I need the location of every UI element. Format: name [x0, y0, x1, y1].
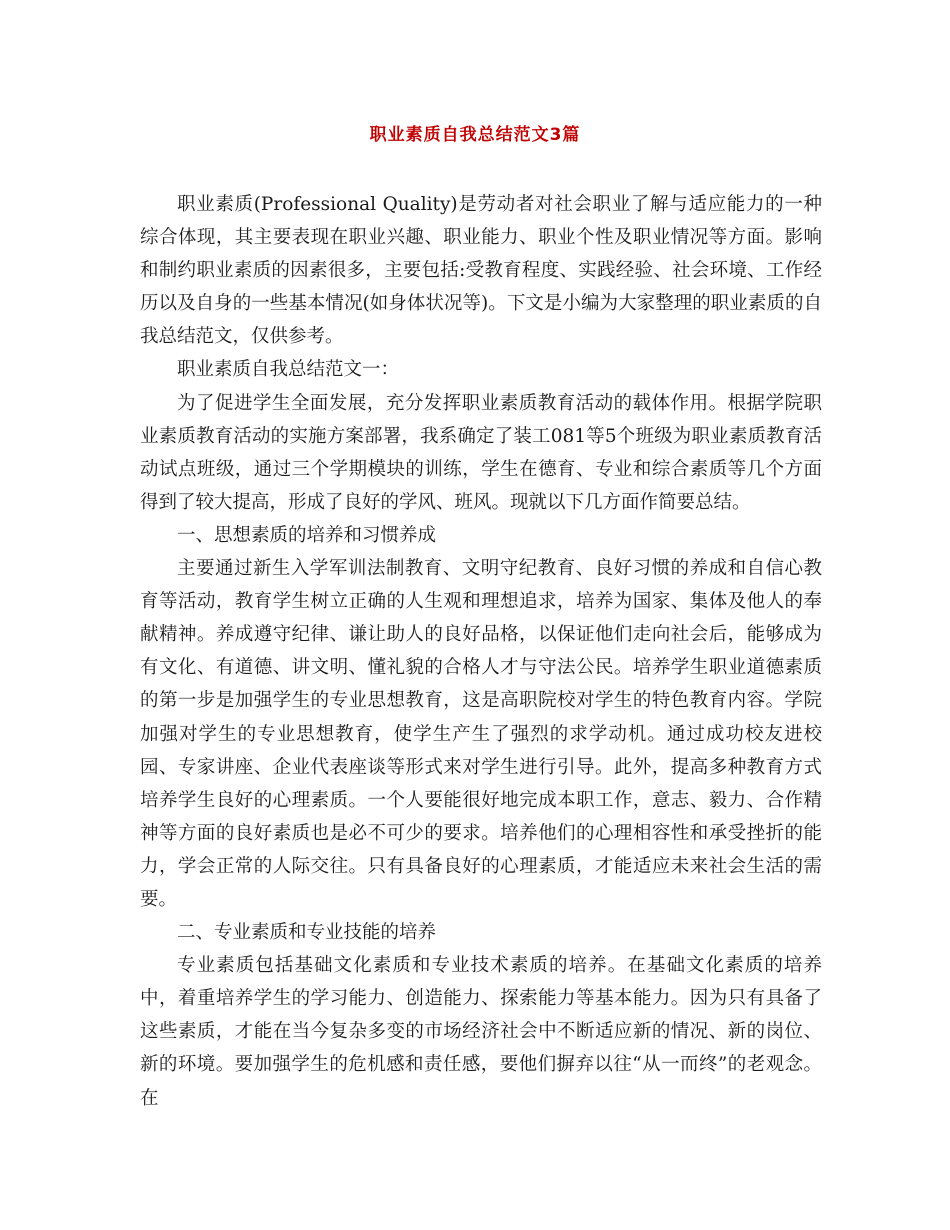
section-heading-thought-quality: 一、思想素质的培养和习惯养成: [177, 524, 437, 546]
paragraph-thought-quality: 主要通过新生入学军训法制教育、文明守纪教育、良好习惯的养成和自信心教育等活动，教育学生树立正确的人生观和理想追求，培养为国家、集体及他人的奉献精神。养成遵守纪律、谦让助人的良好品格，以保证他们走向社会后，能够成为有文化、有道德、讲文明、懂礼貌的合格人才与守法公民。培养学生职业道德素质的第一步是加强学生的专业思想教育，这是高职院校对学生的特色教育内容。学院加强对学生的专业思想教育，使学生产生了强烈的求学动机。通过成功校友进校园、专家讲座、企业代表座谈等形式来对学生进行引导。此外，提高多种教育方式培养学生良好的心理素质。一个人要能很好地完成本职工作，意志、毅力、合作精神等方面的良好素质也是必不可少的要求。培养他们的心理相容性和承受挫折的能力，学会正常的人际交往。只有具备良好的心理素质，才能适应未来社会生活的需要。: [140, 558, 822, 910]
paragraph-intro: 职业素质(Professional Quality)是劳动者对社会职业了解与适应能力的一种综合体现，其主要表现在职业兴趣、职业能力、职业个性及职业情况等方面。影响和制约职业素质的因素很多，主要包括:受教育程度、实践经验、社会环境、工作经历以及自身的一些基本情况(如身体状况等)。下文是小编为大家整理的职业素质的自我总结范文，仅供参考。: [140, 194, 822, 348]
paragraph-heading-sample-one: 职业素质自我总结范文一：: [177, 359, 400, 381]
paragraph-professional-skills: 专业素质包括基础文化素质和专业技术素质的培养。在基础文化素质的培养中，着重培养学生的学习能力、创造能力、探索能力等基本能力。因为只有具备了这些素质，才能在当今复杂多变的市场经济社会中不断适应新的情况、新的岗位、新的环境。要加强学生的危机感和责任感，要他们摒弃以往“从一而终”的老观念。在: [140, 955, 822, 1109]
paragraph-sample-one-intro: 为了促进学生全面发展，充分发挥职业素质教育活动的载体作用。根据学院职业素质教育活动的实施方案部署，我系确定了装工081等5个班级为职业素质教育活动试点班级，通过三个学期模块的训练，学生在德育、专业和综合素质等几个方面得到了较大提高，形成了良好的学风、班风。现就以下几方面作简要总结。: [140, 392, 822, 513]
document-title: 职业素质自我总结范文3篇: [369, 125, 581, 145]
section-heading-professional-skills: 二、专业素质和专业技能的培养: [177, 922, 437, 944]
document-body: [140, 188, 822, 1115]
